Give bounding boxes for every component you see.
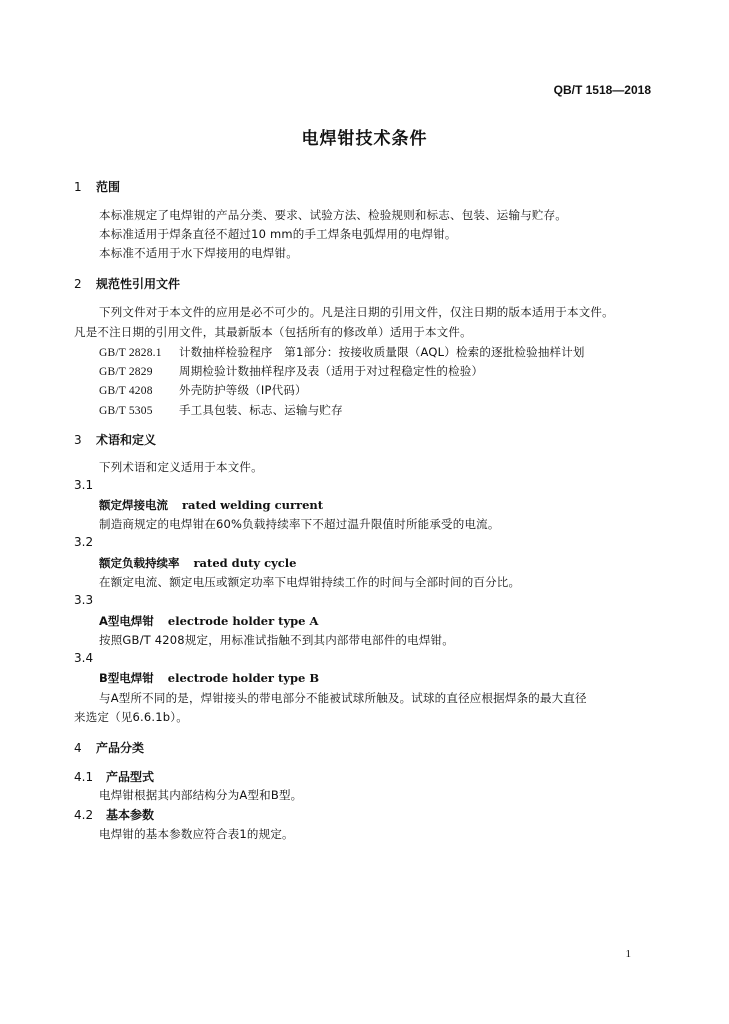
paragraph: 电焊钳根据其内部结构分为A型和B型。	[99, 788, 303, 802]
term-en: electrode holder type A	[167, 614, 319, 628]
term-name	[99, 497, 323, 513]
term-zh: 额定负载持续率	[99, 556, 180, 570]
term-name	[99, 613, 318, 629]
reference-title: 手工具包装、标志、运输与贮存	[179, 403, 343, 417]
reference-title: 计数抽样检验程序 第1部分：按接收质量限（AQL）检索的逐批检验抽样计划	[179, 345, 585, 359]
section-number: 1	[74, 180, 82, 194]
term-zh: B型电焊钳	[99, 671, 154, 685]
reference-code: GB/T 4208	[99, 385, 153, 397]
term-definition: 与A型所不同的是，焊钳接头的带电部分不能被试球所触及。试球的直径应根据焊条的最大直径	[99, 691, 587, 705]
term-number: 3.3	[74, 593, 94, 607]
term-name	[99, 670, 319, 686]
reference-title: 周期检验计数抽样程序及表（适用于对过程稳定性的检验）	[179, 364, 484, 378]
subsection-4-2-heading	[74, 806, 154, 823]
term-definition: 在额定电流、额定电压或额定功率下电焊钳持续工作的时间与全部时间的百分比。	[99, 575, 521, 589]
subsection-number: 4.1	[74, 770, 94, 784]
term-number: 3.4	[74, 651, 94, 665]
paragraph: 本标准规定了电焊钳的产品分类、要求、试验方法、检验规则和标志、包装、运输与贮存。	[99, 208, 567, 222]
subsection-4-1-heading	[74, 768, 154, 785]
reference-code: GB/T 2828.1	[99, 347, 162, 359]
term-en: electrode holder type B	[167, 671, 320, 685]
paragraph: 凡是不注日期的引用文件，其最新版本（包括所有的修改单）适用于本文件。	[74, 325, 472, 339]
reference-item	[99, 382, 307, 398]
document-title: 电焊钳技术条件	[301, 129, 428, 149]
section-2-heading	[74, 275, 180, 292]
reference-item	[99, 344, 585, 360]
subsection-number: 4.2	[74, 808, 94, 822]
reference-title: 外壳防护等级（IP代码）	[179, 383, 307, 397]
section-title: 术语和定义	[96, 433, 157, 447]
section-title: 规范性引用文件	[96, 277, 181, 291]
term-definition: 按照GB/T 4208规定，用标准试指触不到其内部带电部件的电焊钳。	[99, 633, 454, 647]
section-number: 3	[74, 433, 82, 447]
section-1-heading	[74, 178, 120, 195]
paragraph: 本标准适用于焊条直径不超过10 mm的手工焊条电弧焊用的电焊钳。	[99, 227, 457, 241]
term-en: rated duty cycle	[193, 556, 297, 570]
term-en: rated welding current	[182, 498, 324, 512]
section-number: 2	[74, 277, 82, 291]
paragraph: 电焊钳的基本参数应符合表1的规定。	[99, 827, 294, 841]
paragraph: 下列术语和定义适用于本文件。	[99, 460, 263, 474]
term-definition: 来选定（见6.6.1b）。	[74, 710, 188, 724]
section-3-heading	[74, 431, 156, 448]
section-title: 产品分类	[96, 741, 145, 755]
subsection-title: 基本参数	[106, 808, 155, 822]
page-number: 1	[625, 948, 631, 960]
term-definition: 制造商规定的电焊钳在60%负载持续率下不超过温升限值时所能承受的电流。	[99, 517, 500, 531]
term-number: 3.1	[74, 478, 94, 492]
section-title: 范围	[96, 180, 121, 194]
section-4-heading	[74, 739, 144, 756]
reference-item	[99, 402, 343, 418]
reference-item	[99, 363, 483, 379]
reference-code: GB/T 2829	[99, 366, 153, 378]
term-zh: A型电焊钳	[99, 614, 154, 628]
reference-code: GB/T 5305	[99, 405, 153, 417]
standard-code: QB/T 1518—2018	[553, 83, 651, 97]
section-number: 4	[74, 741, 82, 755]
subsection-title: 产品型式	[106, 770, 155, 784]
paragraph: 下列文件对于本文件的应用是必不可少的。凡是注日期的引用文件，仅注日期的版本适用于本文件。	[99, 305, 614, 319]
paragraph: 本标准不适用于水下焊接用的电焊钳。	[99, 246, 298, 260]
term-number: 3.2	[74, 535, 94, 549]
term-name	[99, 555, 296, 571]
term-zh: 额定焊接电流	[99, 498, 168, 512]
